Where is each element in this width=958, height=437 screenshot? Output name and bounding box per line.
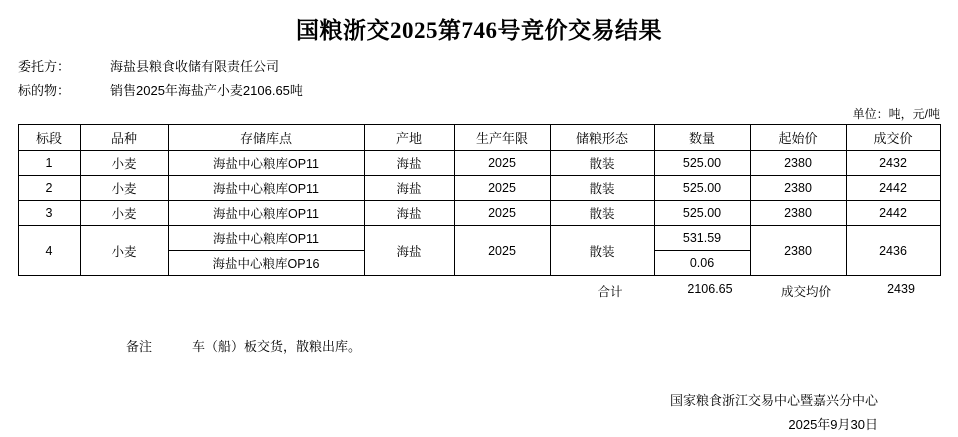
header-warehouse: 存储库点 [168, 125, 364, 151]
cell-form: 散装 [550, 176, 654, 201]
average-price-label: 成交均价 [780, 285, 831, 299]
unit-note: 单位：吨，元/吨 [852, 107, 940, 121]
cell-start-price: 2380 [750, 201, 846, 226]
footer-organization: 国家粮食浙江交易中心暨嘉兴分中心 [669, 393, 878, 408]
header-start-price: 起始价 [750, 125, 846, 151]
table-row [18, 151, 940, 176]
auction-result-table [18, 124, 941, 276]
cell-variety: 小麦 [80, 201, 168, 226]
totals-row [18, 282, 940, 300]
header-origin: 产地 [364, 125, 454, 151]
table-row [18, 201, 940, 226]
cell-origin: 海盐 [364, 201, 454, 226]
cell-year: 2025 [454, 201, 550, 226]
cell-deal-price: 2432 [846, 151, 940, 176]
remark-text: 车（船）板交货，散粮出库。 [192, 339, 362, 354]
subject-row [0, 80, 958, 99]
cell-lot: 4 [18, 226, 80, 276]
page-title: 国粮浙交2025第746号竞价交易结果 [296, 18, 662, 43]
cell-quantity: 525.00 [654, 201, 750, 226]
cell-start-price: 2380 [750, 176, 846, 201]
consignor-label: 委托方： [18, 59, 71, 74]
total-label: 合计 [597, 285, 623, 299]
header-quantity: 数量 [654, 125, 750, 151]
footer-date: 2025年9月30日 [788, 417, 878, 433]
cell-quantity: 525.00 [654, 176, 750, 201]
header-lot: 标段 [18, 125, 80, 151]
cell-warehouse: 海盐中心粮库OP11 [168, 201, 364, 226]
remark-label: 备注 [126, 339, 153, 354]
footer [0, 389, 958, 437]
average-price-value: 2439 [887, 282, 915, 296]
cell-year: 2025 [454, 226, 550, 276]
cell-start-price: 2380 [750, 151, 846, 176]
consignor-row [0, 56, 958, 75]
cell-origin: 海盐 [364, 226, 454, 276]
table-header-row [18, 125, 940, 151]
header-variety: 品种 [80, 125, 168, 151]
header-year: 生产年限 [454, 125, 550, 151]
totals-spacer [18, 282, 558, 300]
cell-quantity: 531.59 [654, 226, 750, 251]
cell-variety: 小麦 [80, 176, 168, 201]
table-row [18, 176, 940, 201]
cell-lot: 1 [18, 151, 80, 176]
cell-origin: 海盐 [364, 151, 454, 176]
cell-form: 散装 [550, 151, 654, 176]
cell-variety: 小麦 [80, 151, 168, 176]
remark-row [0, 336, 958, 355]
table-row [18, 226, 940, 251]
subject-value: 销售2025年海盐产小麦2106.65吨 [110, 83, 303, 98]
cell-warehouse: 海盐中心粮库OP11 [168, 226, 364, 251]
total-quantity: 2106.65 [687, 282, 733, 296]
cell-year: 2025 [454, 176, 550, 201]
cell-quantity: 525.00 [654, 151, 750, 176]
consignor-value: 海盐县粮食收储有限责任公司 [110, 59, 280, 74]
subject-label: 标的物： [18, 83, 71, 98]
cell-origin: 海盐 [364, 176, 454, 201]
cell-variety: 小麦 [80, 226, 168, 276]
cell-lot: 3 [18, 201, 80, 226]
cell-start-price: 2380 [750, 226, 846, 276]
cell-warehouse: 海盐中心粮库OP11 [168, 176, 364, 201]
cell-deal-price: 2442 [846, 201, 940, 226]
cell-year: 2025 [454, 151, 550, 176]
header-form: 储粮形态 [550, 125, 654, 151]
cell-warehouse: 海盐中心粮库OP11 [168, 151, 364, 176]
header-deal-price: 成交价 [846, 125, 940, 151]
cell-quantity: 0.06 [654, 251, 750, 276]
cell-warehouse: 海盐中心粮库OP16 [168, 251, 364, 276]
cell-lot: 2 [18, 176, 80, 201]
cell-form: 散装 [550, 226, 654, 276]
cell-deal-price: 2442 [846, 176, 940, 201]
cell-deal-price: 2436 [846, 226, 940, 276]
cell-form: 散装 [550, 201, 654, 226]
